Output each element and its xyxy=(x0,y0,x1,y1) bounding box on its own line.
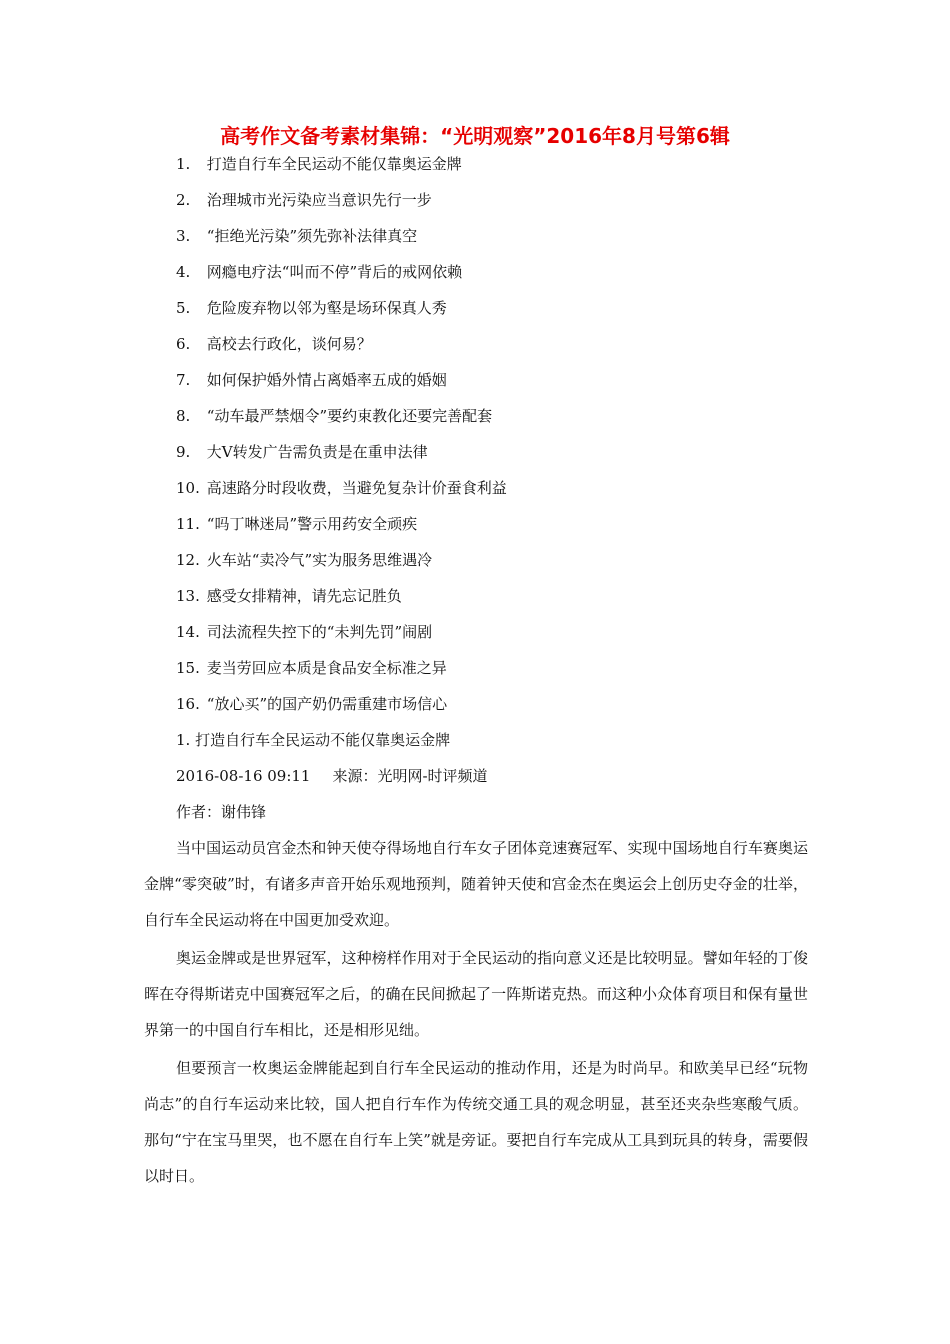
toc-item-number: 7. xyxy=(176,371,191,389)
toc-item-number: 12. xyxy=(176,551,200,569)
toc-item-text: 网瘾电疗法“叫而不停”背后的戒网依赖 xyxy=(206,263,463,281)
toc-item-text: 麦当劳回应本质是食品安全标准之异 xyxy=(206,659,447,677)
toc-item-number: 6. xyxy=(176,335,191,353)
toc-item xyxy=(176,362,816,398)
toc-item xyxy=(176,398,816,434)
toc-item-number: 2. xyxy=(176,191,191,209)
toc-item-number: 14. xyxy=(176,623,200,641)
toc-item-text: 大V转发广告需负责是在重申法律 xyxy=(206,443,428,461)
table-of-contents xyxy=(176,146,816,722)
toc-item-number: 3. xyxy=(176,227,191,245)
article-heading-number: 1. xyxy=(176,731,191,749)
toc-item-number: 16. xyxy=(176,695,200,713)
toc-item-text: 治理城市光污染应当意识先行一步 xyxy=(206,191,432,209)
toc-item-number: 4. xyxy=(176,263,191,281)
article-heading xyxy=(144,722,808,758)
toc-item xyxy=(176,470,816,506)
toc-item xyxy=(176,506,816,542)
article-paragraph: 奥运金牌或是世界冠军，这种榜样作用对于全民运动的指向意义还是比较明显。譬如年轻的丁俊晖在夺得斯诺克中国赛冠军之后，的确在民间掀起了一阵斯诺克热。而这种小众体育项目和保有量世界第一的中国自行车相比，还是相形见绌。 xyxy=(144,949,808,1039)
toc-item xyxy=(176,434,816,470)
article-source: 来源：光明网-时评频道 xyxy=(332,767,488,785)
toc-item-number: 13. xyxy=(176,587,200,605)
article-author: 作者：谢伟锋 xyxy=(176,803,267,821)
article-datetime: 2016-08-16 09:11 xyxy=(176,767,311,785)
toc-item-number: 11. xyxy=(176,515,200,533)
article-heading-text: 打造自行车全民运动不能仅靠奥运金牌 xyxy=(195,731,451,749)
toc-item xyxy=(176,326,816,362)
toc-item-text: 火车站“卖冷气”实为服务思维遇冷 xyxy=(206,551,433,569)
toc-item-number: 15. xyxy=(176,659,200,677)
toc-item-text: 打造自行车全民运动不能仅靠奥运金牌 xyxy=(206,155,462,173)
toc-item-text: “动车最严禁烟令”要约束教化还要完善配套 xyxy=(206,407,493,425)
toc-item-text: 危险废弃物以邻为壑是场环保真人秀 xyxy=(206,299,447,317)
article-paragraph: 但要预言一枚奥运金牌能起到自行车全民运动的推动作用，还是为时尚早。和欧美早已经“玩物尚志”的自行车运动来比较，国人把自行车作为传统交通工具的观念明显，甚至还夹杂些寒酸气质。那句“宁在宝马里哭，也不愿在自行车上笑”就是旁证。要把自行车完成从工具到玩具的转身，需要假以时日。 xyxy=(144,1059,808,1185)
toc-item-number: 9. xyxy=(176,443,191,461)
toc-item-text: 如何保护婚外情占离婚率五成的婚姻 xyxy=(206,371,447,389)
toc-item xyxy=(176,146,816,182)
article-paragraph: 当中国运动员宫金杰和钟天使夺得场地自行车女子团体竞速赛冠军、实现中国场地自行车赛奥运金牌“零突破”时，有诸多声音开始乐观地预判，随着钟天使和宫金杰在奥运会上创历史夺金的壮举，自行车全民运动将在中国更加受欢迎。 xyxy=(144,839,808,929)
toc-item-text: “吗丁啉迷局”警示用药安全顽疾 xyxy=(206,515,418,533)
toc-item xyxy=(176,290,816,326)
document-title: 高考作文备考素材集锦：“光明观察”2016年8月号第6辑 xyxy=(220,124,730,148)
toc-item xyxy=(176,254,816,290)
toc-item-text: 高校去行政化，谈何易？ xyxy=(206,335,372,353)
toc-item xyxy=(176,650,816,686)
toc-item-text: “拒绝光污染”须先弥补法律真空 xyxy=(206,227,418,245)
toc-item xyxy=(176,218,816,254)
article-meta xyxy=(144,758,808,794)
toc-item-text: 感受女排精神，请先忘记胜负 xyxy=(206,587,402,605)
toc-item-text: “放心买”的国产奶仍需重建市场信心 xyxy=(206,695,448,713)
toc-item-text: 司法流程失控下的“未判先罚”闹剧 xyxy=(206,623,433,641)
toc-item xyxy=(176,542,816,578)
toc-item-text: 高速路分时段收费，当避免复杂计价蚕食利益 xyxy=(206,479,507,497)
toc-item xyxy=(176,614,816,650)
toc-item-number: 8. xyxy=(176,407,191,425)
toc-item xyxy=(176,686,816,722)
toc-item xyxy=(176,578,816,614)
toc-item-number: 1. xyxy=(176,155,191,173)
toc-item xyxy=(176,182,816,218)
article xyxy=(144,722,808,1194)
toc-item-number: 10. xyxy=(176,479,200,497)
toc-item-number: 5. xyxy=(176,299,191,317)
